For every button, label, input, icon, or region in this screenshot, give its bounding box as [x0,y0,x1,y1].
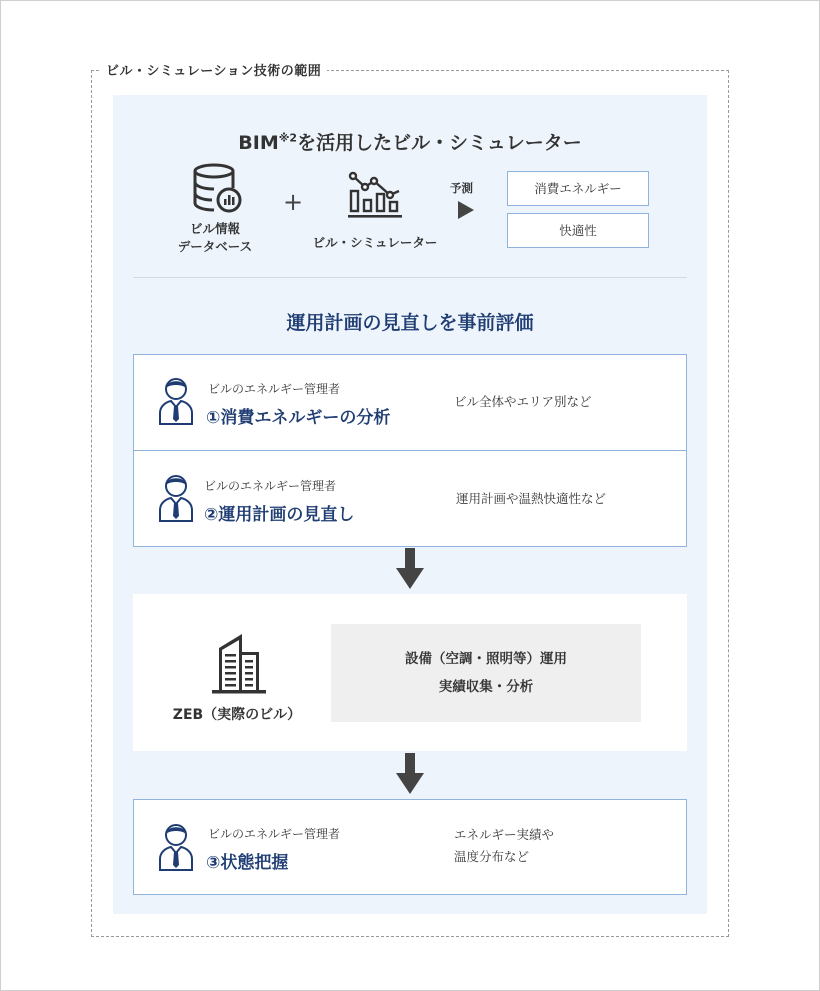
simulator-label: ビル・シミュレーター [312,235,438,250]
step3-role: ビルのエネルギー管理者 [208,827,341,841]
step3-note [454,824,554,868]
step1-title: ①消費エネルギーの分析 [206,408,391,428]
zeb-label: ZEB（実際のビル） [172,707,302,723]
step3-box [133,799,687,895]
step2-title: ②運用計画の見直し [204,505,355,525]
step1-role: ビルのエネルギー管理者 [208,382,341,396]
predict-arrow-icon [458,201,474,219]
building-icon [212,632,266,694]
down-arrow-icon [396,753,424,795]
manager-icon [158,377,194,425]
step3-note-line1: エネルギー実績や [454,827,555,842]
steps-separator [133,450,687,451]
step3-note-line2: 温度分布など [454,849,530,864]
manager-icon [158,823,194,871]
zeb-box-line1: 設備（空調・照明等）運用 [405,651,567,667]
review-title: 運用計画の見直しを事前評価 [286,312,534,334]
scope-label: ビル・シミュレーション技術の範囲 [100,60,327,79]
manager-icon [158,474,194,522]
simulator-chart-icon [348,167,404,221]
section-divider [133,277,687,278]
down-arrow-icon [396,548,424,590]
bim-title-footnote: ※2 [278,131,298,145]
output-energy-box: 消費エネルギー [507,171,649,206]
bim-title-rest: を活用したビル・シミュレーター [297,132,582,154]
bim-title [113,128,707,155]
zeb-box-line2: 実績収集・分析 [438,679,534,695]
predict-label: 予測 [450,181,473,195]
step3-title: ③状態把握 [206,853,289,873]
step1-note: ビル全体やエリア別など [454,394,592,409]
zeb-operation-box [331,624,641,722]
step2-note: 運用計画や温熱快適性など [456,491,607,506]
database-label-line2: データベース [177,239,253,254]
database-label-line1: ビル情報 [189,221,240,236]
database-icon [192,163,244,215]
plus-sign: + [283,188,304,216]
bim-title-main: BIM [238,132,279,154]
output-comfort-box: 快適性 [507,213,649,248]
database-label [160,220,270,256]
step2-role: ビルのエネルギー管理者 [204,479,337,493]
